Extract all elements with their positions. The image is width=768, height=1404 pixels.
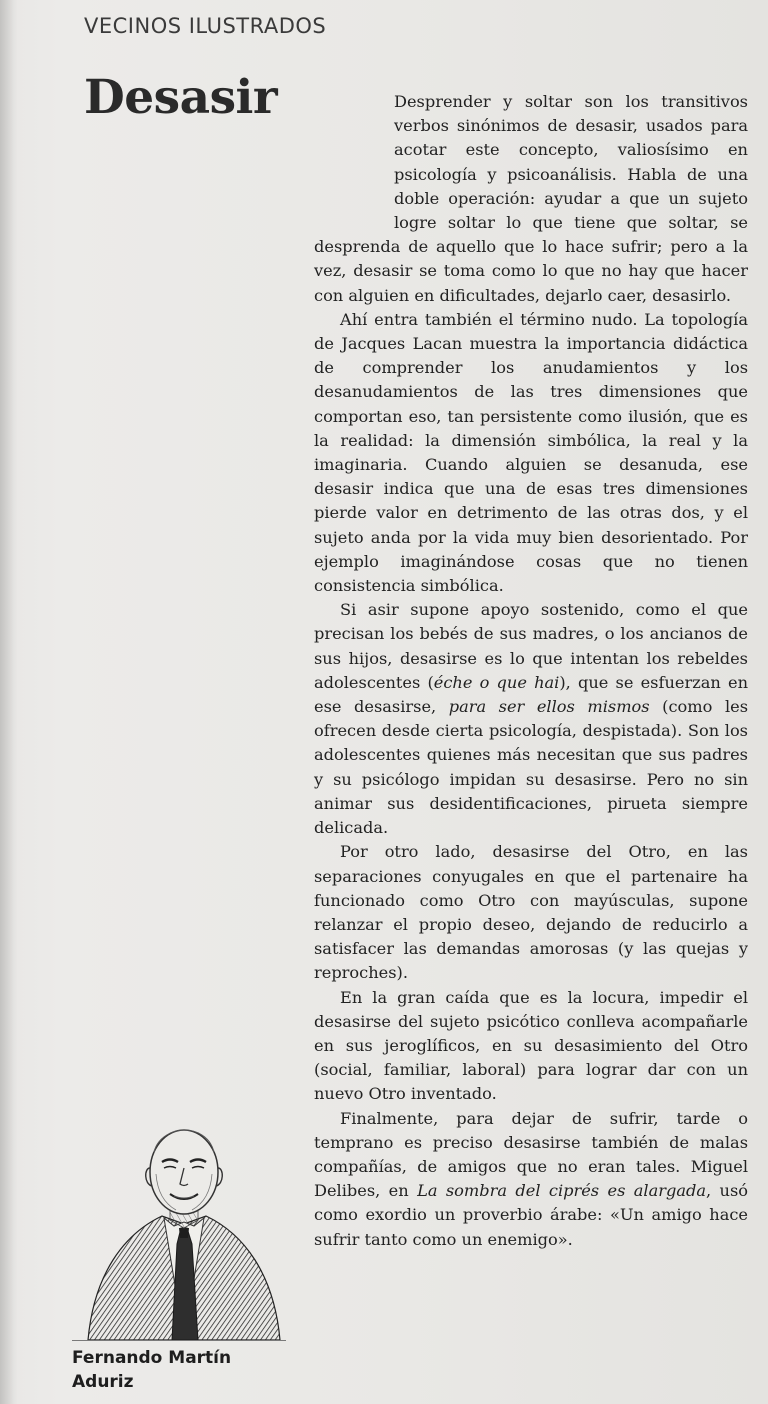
paragraph-3-text-a: Si asir supone apoyo sostenido, como el que precisan los bebés de sus madres, o los ancianos de sus hijos, desasirse es lo que intentan los rebeldes adolescentes (	[314, 600, 748, 692]
author-byline	[72, 1346, 231, 1394]
paragraph-5	[314, 986, 748, 1107]
paragraph-6-text-a: Finalmente, para dejar de sufrir, tarde o temprano es preciso desasirse también de malas compañías, de amigos que no eran tales. Miguel Delibes, en	[314, 1108, 748, 1201]
paragraph-6	[314, 1107, 748, 1252]
paragraph-4-text: Por otro lado, desasirse del Otro, en las separaciones conyugales en que el partenaire ha funcionado como Otro con mayúsculas, supone relanzar el propio deseo, dejando de reducirlo a satisfacer las demandas amorosas (y las quejas y reproches).	[314, 842, 748, 983]
paragraph-3-italic-a: éche o que hai	[433, 672, 560, 692]
portrait-drawing	[84, 1124, 284, 1342]
paragraph-1	[314, 90, 748, 308]
article-title: Desasir	[84, 70, 278, 125]
author-first-line: Fernando Martín	[72, 1348, 232, 1368]
caption-rule	[72, 1340, 286, 1341]
paragraph-3-text-c: (como les ofrecen desde cierta psicología, despistada). Son los adolescentes quienes más necesitan que sus padres y su psicólogo impidan su desasirse. Pero no sin animar sus desidentificaciones, pirueta siempre delicada.	[314, 697, 749, 838]
author-second-line: Aduriz	[72, 1372, 134, 1392]
author-portrait-illustration	[84, 1124, 284, 1342]
paragraph-3-text-b: ), que se esfuerzan en ese desasirse,	[314, 672, 748, 717]
article-body	[314, 90, 748, 1252]
section-label: VECINOS ILUSTRADOS	[84, 14, 327, 38]
paragraph-2	[314, 308, 748, 598]
paragraph-1-text: Desprender y soltar son los transitivos verbos sinónimos de desasir, usados para acotar este concepto, valiosísimo en psicología y psicoanálisis. Habla de una doble operación: ayudar a que un sujeto logre soltar lo que tiene que soltar, se desprenda de aquello que lo hace sufrir; pero a la vez, desasir se toma como lo que no hay que hacer con alguien en dificultades, dejarlo caer, desasirlo.	[314, 92, 748, 305]
page-edge-shadow	[0, 0, 18, 1404]
paragraph-3	[314, 598, 748, 840]
paragraph-3-italic-b: para ser ellos mismos	[448, 697, 650, 717]
paragraph-6-text-b: , usó como exordio un proverbio árabe: «Un amigo hace sufrir tanto como un enemigo».	[314, 1181, 748, 1249]
paragraph-4	[314, 840, 748, 985]
paragraph-2-text: Ahí entra también el término nudo. La topología de Jacques Lacan muestra la importancia didáctica de comprender los anudamientos y los desanudamientos de las tres dimensiones que comportan eso, tan persistente como ilusión, que es la realidad: la dimensión simbólica, la real y la imaginaria. Cuando alguien se desanuda, ese desasir indica que una de esas tres dimensiones pierde valor en detrimento de las otras dos, y el sujeto anda por la vida muy bien desorientado. Por ejemplo imaginándose cosas que no tienen consistencia simbólica.	[314, 309, 748, 596]
paragraph-5-text: En la gran caída que es la locura, impedir el desasirse del sujeto psicótico conlleva acompañarle en sus jeroglíficos, en su desasimiento del Otro (social, familiar, laboral) para lograr dar con un nuevo Otro inventado.	[314, 987, 748, 1104]
paragraph-6-book-title: La sombra del ciprés es alargada	[417, 1181, 706, 1201]
